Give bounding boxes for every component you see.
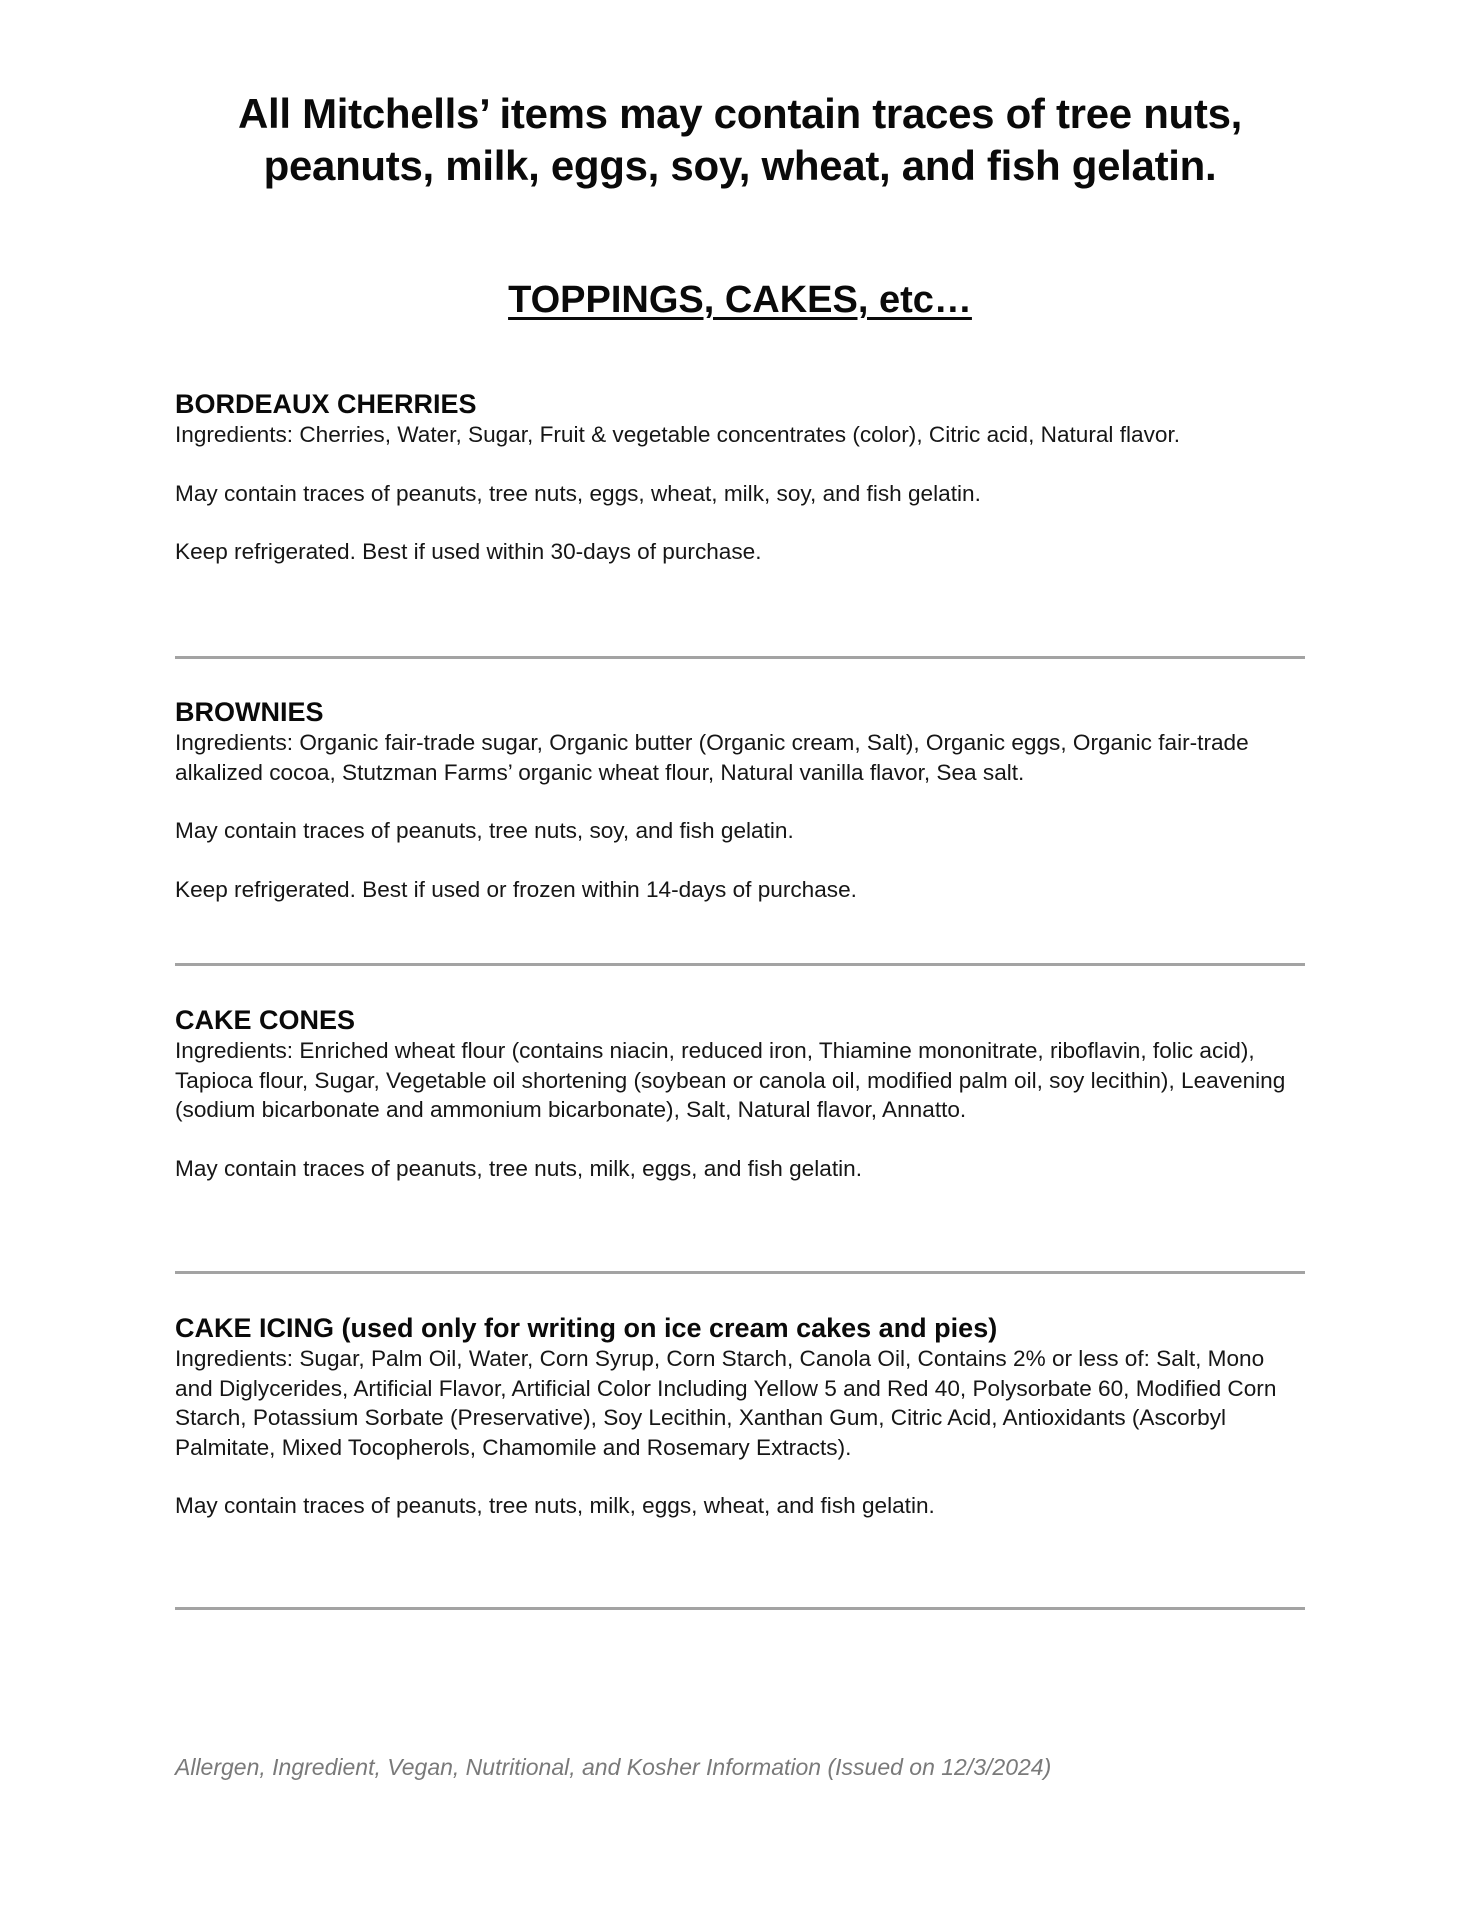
product-ingredients: Ingredients: Sugar, Palm Oil, Water, Corn Syrup, Corn Starch, Canola Oil, Contains 2% or less of: Salt, Mono and Diglycerides, Artificial Flavor, Artificial Color Including Yellow 5 and Red 40, Polysorbate 60, Modified Corn Starch, Potassium Sorbate (Preservative), Soy Lecithin, Xanthan Gum, Citric Acid, Antioxidants (Ascorbyl Palmitate, Mixed Tocopherols, Chamomile and Rosemary Extracts). [175,1346,1277,1460]
divider [175,1607,1305,1610]
product-name: BORDEAUX CHERRIES [175,389,477,419]
product-allergens: May contain traces of peanuts, tree nuts, milk, eggs, and fish gelatin. [175,1155,862,1181]
divider [175,963,1305,966]
allergen-warning-line-1: All Mitchells’ items may contain traces of tree nuts, [237,90,1243,137]
product-ingredients: Ingredients: Organic fair-trade sugar, Organic butter (Organic cream, Salt), Organic eggs, Organic fair-trade alkalized cocoa, Stutzman Farms’ organic wheat flour, Natural vanilla flavor, Sea salt. [175,730,1249,785]
divider [175,1271,1305,1274]
product-allergens: May contain traces of peanuts, tree nuts, eggs, wheat, milk, soy, and fish gelatin. [175,480,981,506]
product-storage: Keep refrigerated. Best if used within 30-days of purchase. [175,539,762,564]
allergen-warning-heading [175,88,1305,192]
product-ingredients: Ingredients: Enriched wheat flour (contains niacin, reduced iron, Thiamine mononitrate, riboflavin, folic acid), Tapioca flour, Sugar, Vegetable oil shortening (soybean or canola oil, modified palm oil, soy lecithin), Leavening (sodium bicarbonate and ammonium bicarbonate), Salt, Natural flavor, Annatto. [175,1038,1286,1122]
product-brownies [175,696,1305,904]
product-cake-cones [175,1004,1305,1183]
product-cake-icing [175,1312,1305,1521]
product-ingredients: Ingredients: Cherries, Water, Sugar, Fruit & vegetable concentrates (color), Citric acid, Natural flavor. [175,422,1181,447]
product-allergens: May contain traces of peanuts, tree nuts, soy, and fish gelatin. [175,818,794,843]
product-name: CAKE ICING (used only for writing on ice cream cakes and pies) [175,1313,998,1343]
product-name: CAKE CONES [175,1005,356,1035]
product-storage: Keep refrigerated. Best if used or frozen within 14-days of purchase. [175,876,857,902]
divider [175,656,1305,659]
section-title: TOPPINGS, CAKES, etc… [508,279,972,321]
product-name: BROWNIES [175,697,324,727]
footer-issued-note: Allergen, Ingredient, Vegan, Nutritional, and Kosher Information (Issued on 12/3/2024) [175,1754,1052,1780]
allergen-warning-line-2: peanuts, milk, eggs, soy, wheat, and fish gelatin. [263,142,1217,189]
product-bordeaux-cherries [175,388,1305,567]
product-allergens: May contain traces of peanuts, tree nuts, milk, eggs, wheat, and fish gelatin. [175,1493,935,1518]
document-page [175,0,1305,1920]
